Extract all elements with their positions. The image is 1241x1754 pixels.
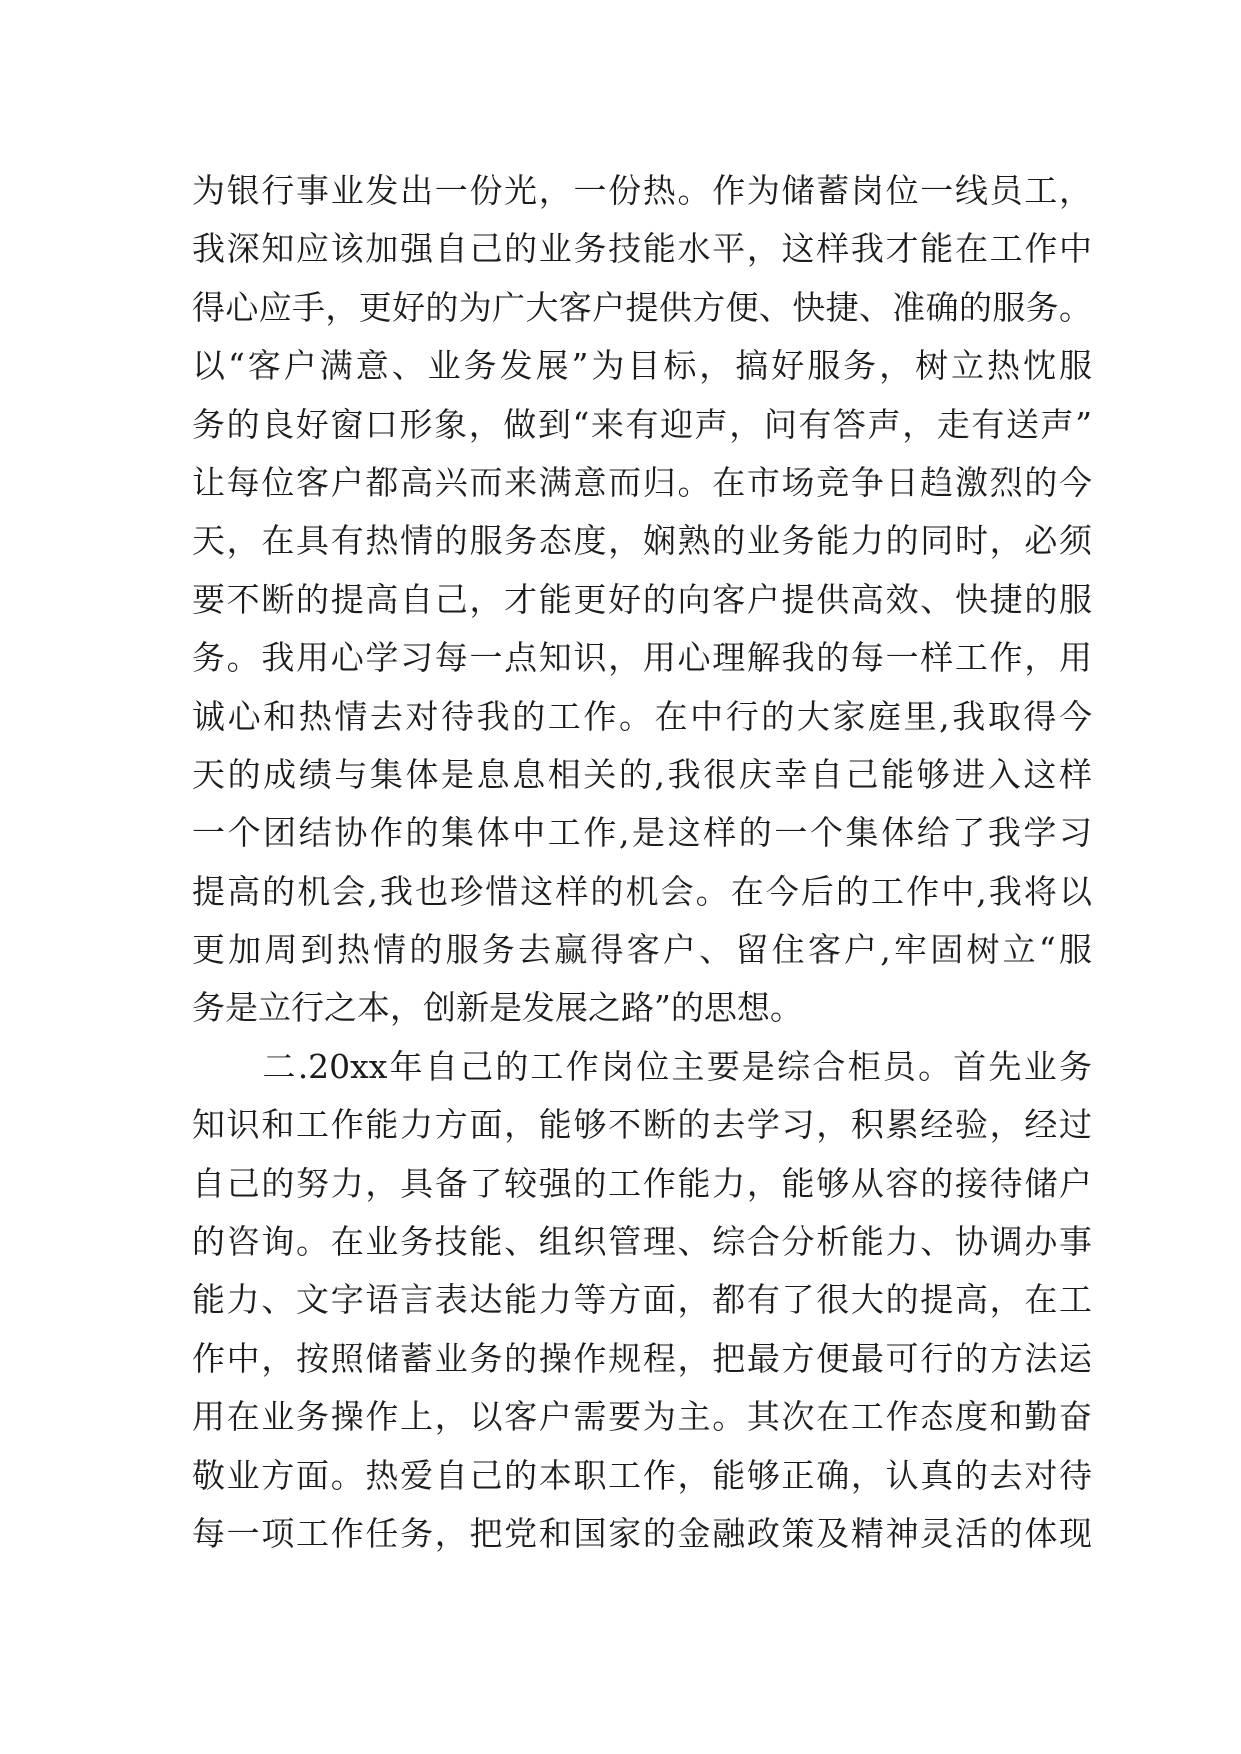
text-line: 的咨询。在业务技能、组织管理、综合分析能力、协调办事 [192, 1222, 1092, 1262]
text-line: 天，在具有热情的服务态度，娴熟的业务能力的同时，必须 [192, 521, 1092, 561]
text-line: 务。我用心学习每一点知识，用心理解我的每一样工作，用 [192, 638, 1092, 678]
text-line: 用在业务操作上，以客户需要为主。其次在工作态度和勤奋 [192, 1397, 1092, 1437]
text-line: 敬业方面。热爱自己的本职工作，能够正确，认真的去对待 [192, 1455, 1092, 1495]
body-text [192, 162, 1092, 1563]
text-line: 务的良好窗口形象，做到“来有迎声，问有答声，走有送声” [192, 404, 1092, 444]
text-line: 更加周到热情的服务去赢得客户、留住客户,牢固树立“服 [192, 930, 1092, 970]
paragraph-start-line: 二.20xx年自己的工作岗位主要是综合柜员。首先业务 [192, 1046, 1092, 1086]
text-line: 一个团结协作的集体中工作,是这样的一个集体给了我学习 [192, 813, 1092, 853]
text-line: 得心应手，更好的为广大客户提供方便、快捷、准确的服务。 [192, 287, 1092, 327]
paragraph-end-line: 务是立行之本，创新是发展之路”的思想。 [192, 988, 803, 1028]
text-line: 能力、文字语言表达能力等方面，都有了很大的提高，在工 [192, 1280, 1092, 1320]
text-line: 天的成绩与集体是息息相关的,我很庆幸自己能够进入这样 [192, 754, 1092, 794]
text-line: 诚心和热情去对待我的工作。在中行的大家庭里,我取得今 [192, 696, 1092, 736]
text-line: 要不断的提高自己，才能更好的向客户提供高效、快捷的服 [192, 579, 1092, 619]
text-line: 自己的努力，具备了较强的工作能力，能够从容的接待储户 [192, 1163, 1092, 1203]
text-line: 每一项工作任务，把党和国家的金融政策及精神灵活的体现 [192, 1513, 1092, 1553]
text-line: 我深知应该加强自己的业务技能水平，这样我才能在工作中 [192, 229, 1092, 269]
text-line: 知识和工作能力方面，能够不断的去学习，积累经验，经过 [192, 1105, 1092, 1145]
text-line: 让每位客户都高兴而来满意而归。在市场竞争日趋激烈的今 [192, 462, 1092, 502]
text-line: 作中，按照储蓄业务的操作规程，把最方便最可行的方法运 [192, 1338, 1092, 1378]
text-line: 提高的机会,我也珍惜这样的机会。在今后的工作中,我将以 [192, 871, 1092, 911]
text-line: 为银行事业发出一份光，一份热。作为储蓄岗位一线员工， [192, 171, 1092, 210]
text-line: 以“客户满意、业务发展”为目标，搞好服务，树立热忱服 [192, 346, 1092, 386]
